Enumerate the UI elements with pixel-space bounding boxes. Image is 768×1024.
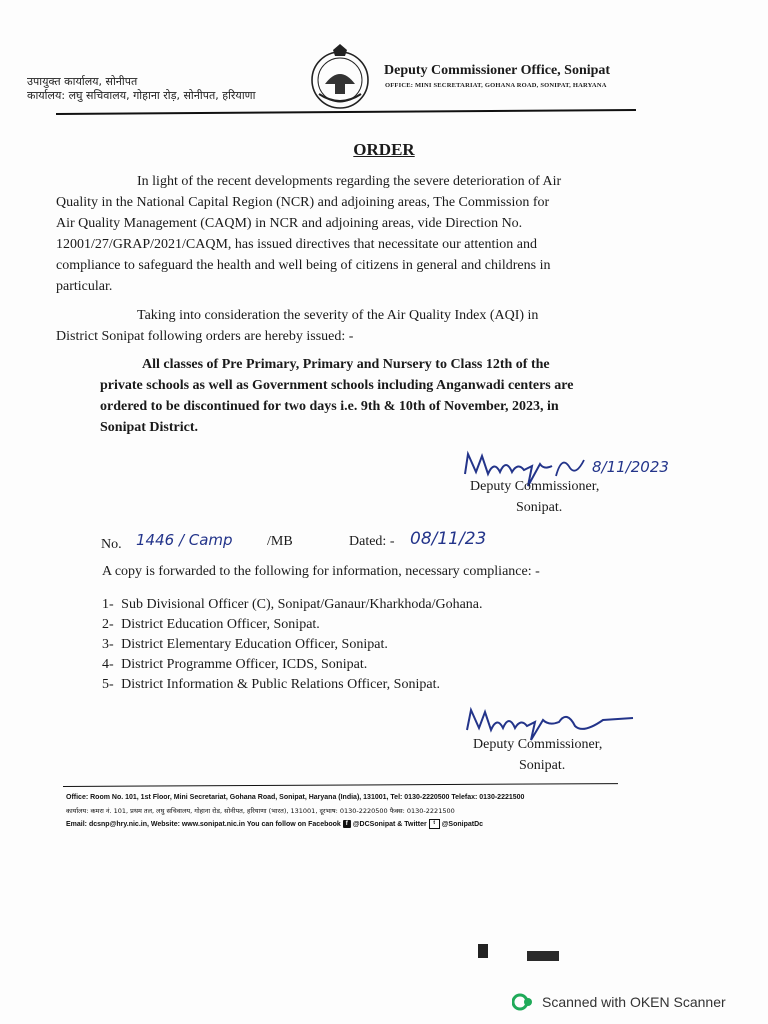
scanner-watermark	[512, 990, 726, 1014]
footer-facebook-handle: @DCSonipat & Twitter	[352, 820, 427, 828]
state-emblem-icon	[305, 42, 375, 112]
recipient-item	[102, 634, 388, 655]
order-line: private schools as well as Government schools including Anganwadi centers are	[100, 378, 574, 393]
recipient-item	[102, 674, 440, 695]
memo-dated-handwritten: 08/11/23	[410, 529, 487, 549]
recipient-item	[102, 594, 483, 615]
para1-line: 12001/27/GRAP/2021/CAQM, has issued directives that necessitate our attention and	[56, 237, 537, 252]
footer-contact-text: Email: dcsnp@hry.nic.in, Website: www.sonipat.nic.in You can follow on Facebook	[66, 820, 341, 828]
footer-twitter-handle: @SonipatDc	[441, 820, 484, 828]
order-title: ORDER	[353, 140, 415, 159]
para1-line: compliance to safeguard the health and well being of citizens in general and childrens in	[56, 258, 551, 273]
scanner-watermark-text: Scanned with OKEN Scanner	[542, 994, 726, 1010]
para1-line: Air Quality Management (CAQM) in NCR and adjoining areas, vide Direction No.	[56, 216, 523, 231]
memo-no-handwritten: 1446 / Camp	[136, 531, 233, 549]
recipient-number: 1-	[102, 597, 114, 612]
recipient-number: 4-	[102, 657, 114, 672]
scan-artifact-mark	[478, 944, 488, 958]
signature1-date: 8/11/2023	[592, 458, 669, 476]
footer-line1: Office: Room No. 101, 1st Floor, Mini Secretariat, Gohana Road, Sonipat, Haryana (India), 131001, Tel: 0130-2220500 Telefax: 0130-2221500	[66, 794, 525, 801]
footer-divider	[63, 783, 618, 787]
recipient-text: District Programme Officer, ICDS, Sonipat.	[121, 657, 368, 672]
header-hindi-line1: उपायुक्त कार्यालय, सोनीपत	[27, 75, 138, 88]
memo-no-suffix: /MB	[267, 534, 293, 549]
signature1-designation: Deputy Commissioner,	[470, 479, 600, 494]
signature2-designation: Deputy Commissioner,	[473, 737, 603, 752]
facebook-icon: f	[343, 820, 351, 828]
order-line: Sonipat District.	[100, 420, 198, 435]
copy-forwarded-line: A copy is forwarded to the following for information, necessary compliance: -	[102, 564, 540, 579]
signature1-place: Sonipat.	[516, 500, 563, 515]
recipient-text: Sub Divisional Officer (C), Sonipat/Ganaur/Kharkhoda/Gohana.	[121, 597, 483, 612]
recipient-number: 3-	[102, 637, 114, 652]
para1-line: particular.	[56, 279, 113, 294]
para2-line: District Sonipat following orders are hereby issued: -	[56, 329, 354, 344]
recipient-number: 2-	[102, 617, 114, 632]
footer-line3	[66, 819, 483, 829]
header-title: Deputy Commissioner Office, Sonipat	[384, 63, 611, 78]
para1-line: Quality in the National Capital Region (NCR) and adjoining areas, The Commission for	[56, 195, 550, 210]
twitter-icon: t	[429, 819, 440, 829]
signature2-place: Sonipat.	[519, 758, 566, 773]
para1-line: In light of the recent developments regarding the severe deterioration of Air	[137, 174, 562, 189]
recipient-item	[102, 614, 320, 635]
recipient-text: District Education Officer, Sonipat.	[121, 617, 320, 632]
para2-line: Taking into consideration the severity of the Air Quality Index (AQI) in	[137, 308, 539, 323]
oken-scanner-logo-icon	[512, 992, 534, 1012]
header-hindi-line2: कार्यालय: लघु सचिवालय, गोहाना रोड़, सोनीपत, हरियाणा	[27, 89, 256, 102]
recipient-item	[102, 654, 367, 675]
recipient-text: District Information & Public Relations Officer, Sonipat.	[121, 677, 440, 692]
recipient-text: District Elementary Education Officer, Sonipat.	[121, 637, 388, 652]
order-line: ordered to be discontinued for two days i.e. 9th & 10th of November, 2023, in	[100, 399, 559, 414]
memo-dated-label: Dated: -	[349, 534, 395, 549]
order-line: All classes of Pre Primary, Primary and Nursery to Class 12th of the	[142, 357, 550, 372]
scan-artifact-mark	[527, 951, 559, 961]
recipient-number: 5-	[102, 677, 114, 692]
memo-no-label: No.	[101, 537, 122, 552]
footer-line2: कार्यालय: कमरा नं. 101, प्रथम तल, लघु सचिवालय, गोहाना रोड, सोनीपत, हरियाणा (भारत), 131001, दूरभाष: 0130-2220500 फैक्स: 0130-2221500	[66, 807, 455, 815]
header-subtitle: OFFICE: MINI SECRETARIAT, GOHANA ROAD, SONIPAT, HARYANA	[385, 82, 607, 89]
